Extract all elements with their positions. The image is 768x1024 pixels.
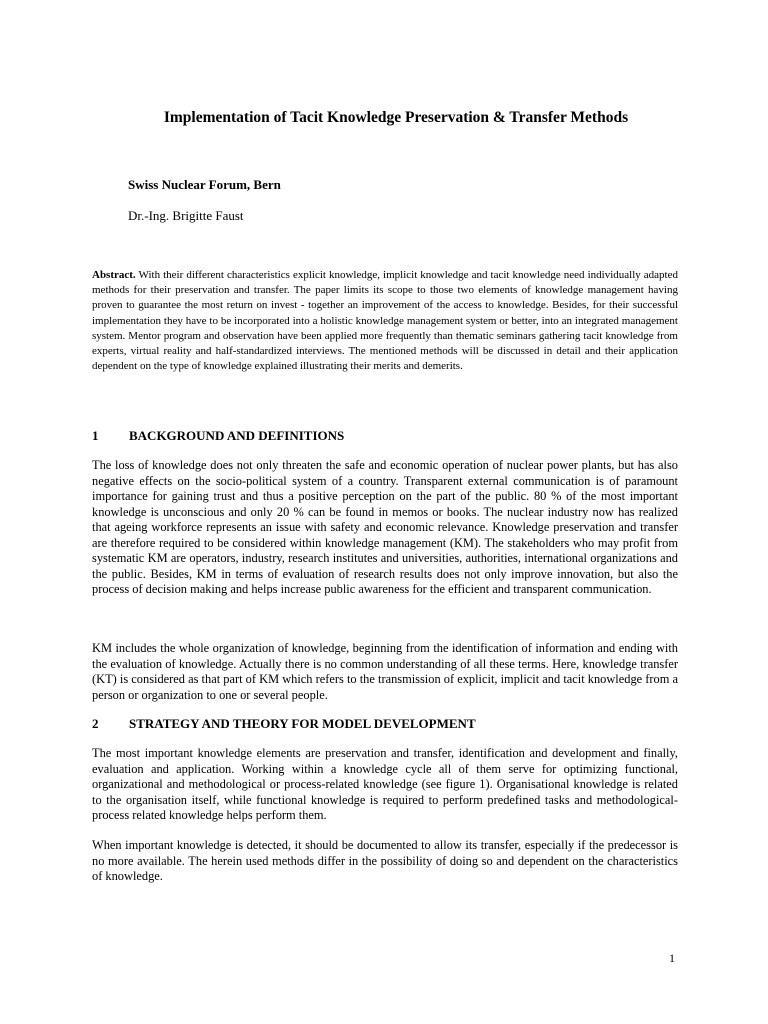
author: Dr.-Ing. Brigitte Faust [128, 208, 244, 223]
organization: Swiss Nuclear Forum, Bern [128, 177, 281, 192]
section-number: 2 [92, 716, 99, 731]
section-title: BACKGROUND AND DEFINITIONS [129, 428, 345, 443]
abstract-text: With their different characteristics explicit knowledge, implicit knowledge and tacit knowledge need individually adapted methods for their preservation and transfer. The paper limits its scope to those two elements of knowledge management having proven to guarantee the most return on invest - together an improvement of the access to knowledge. Besides, for their successful implementation they have to be incorporated into a holistic knowledge management system or better, into an integrated management system. Mentor program and observation have been applied more frequently than thematic seminars gathering tacit knowledge from experts, virtual reality and half-standardized interviews. The mentioned methods will be discussed in detail and their application dependent on the type of knowledge explained illustrating their merits and demerits. [92, 269, 678, 373]
section-heading-1 [92, 427, 344, 445]
page-number: 1 [669, 951, 675, 965]
abstract-label: Abstract. [92, 269, 136, 281]
body-paragraph: The loss of knowledge does not only threaten the safe and economic operation of nuclear power plants, but has also negative effects on the socio-political system of a country. Transparent external communication is of paramount importance for gaining trust and thus a positive perception on the part of the public. 80 % of the most important knowledge is unconscious and only 20 % can be found in memos or books. The nuclear industry now has realized that ageing workforce represents an issue with safety and economic relevance. Knowledge preservation and transfer are therefore required to be considered within knowledge management (KM). The stakeholders who may profit from systematic KM are operators, industry, research institutes and universities, authorities, international organizations and the public. Besides, KM in terms of evaluation of research results does not only improve innovation, but also the process of decision making and helps increase public awareness for the efficient and transparent communication. [92, 458, 678, 596]
body-paragraph: When important knowledge is detected, it should be documented to allow its transfer, especially if the predecessor is no more available. The herein used methods differ in the possibility of doing so and dependent on the characteristics of knowledge. [92, 838, 678, 883]
abstract [92, 268, 678, 374]
section-title: STRATEGY AND THEORY FOR MODEL DEVELOPMENT [129, 716, 476, 731]
section-heading-2 [92, 715, 476, 733]
paper-title: Implementation of Tacit Knowledge Preservation & Transfer Methods [163, 109, 629, 126]
body-paragraph: The most important knowledge elements are preservation and transfer, identification and development and finally, evaluation and application. Working within a knowledge cycle all of them serve for optimizing functional, organizational and methodological or process-related knowledge (see figure 1). Organisational knowledge is related to the organisation itself, while functional knowledge is required to perform predefined tasks and methodological-process related knowledge helps perform them. [92, 746, 678, 822]
body-paragraph: KM includes the whole organization of knowledge, beginning from the identification of information and ending with the evaluation of knowledge. Actually there is no common understanding of all these terms. Here, knowledge transfer (KT) is considered as that part of KM which refers to the transmission of explicit, implicit and tacit knowledge from a person or organization to one or several people. [92, 641, 678, 702]
section-number: 1 [92, 428, 99, 443]
